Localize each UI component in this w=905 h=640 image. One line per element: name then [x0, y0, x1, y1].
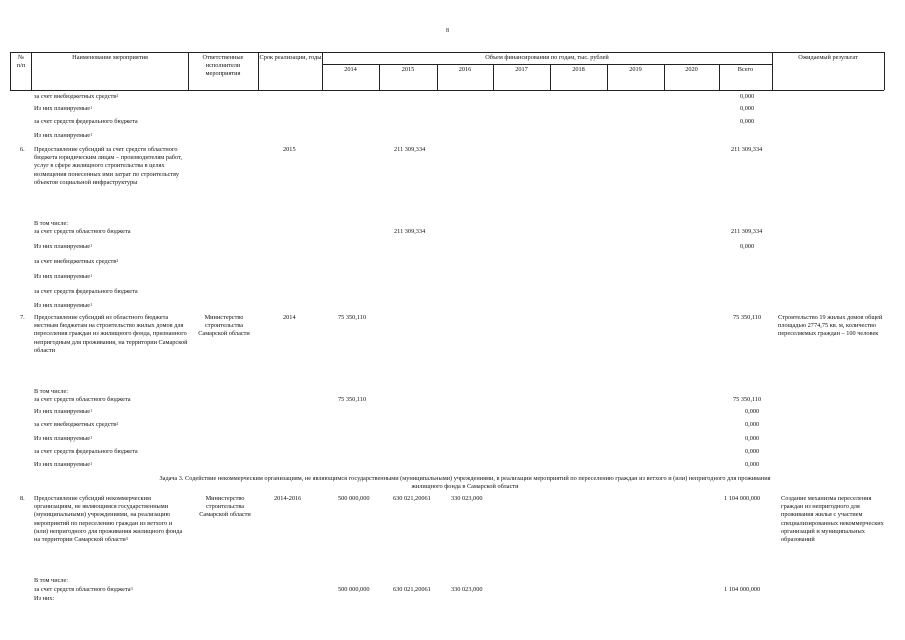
- header-year: 2014: [344, 66, 357, 73]
- row-label: Из них планируемые$^1$: [34, 408, 93, 415]
- header-bottom-border: [10, 90, 884, 91]
- header-subrule: [322, 64, 772, 65]
- item-executor: Министерство строительства Самарской области: [198, 314, 250, 338]
- item-number: 8.: [20, 495, 25, 502]
- row-label: Из них:: [34, 595, 55, 602]
- row-label: Из них планируемые$^1$: [34, 243, 93, 250]
- header-top-border: [10, 52, 884, 53]
- row-total: 0,000: [745, 421, 760, 428]
- row-label: Из них планируемые$^1$: [34, 273, 93, 280]
- row-label: Из них планируемые$^1$: [34, 461, 93, 468]
- header-year: 2017: [515, 66, 528, 73]
- row-total: 0,000: [745, 408, 760, 415]
- row-total: 0,000: [745, 461, 760, 468]
- row-label: Из них планируемые$^1$: [34, 302, 93, 309]
- row-value-2016: 330 023,000: [451, 586, 483, 593]
- item-total: 211 309,334: [731, 146, 763, 153]
- row-label: за счет средств федерального бюджета: [34, 288, 138, 295]
- header-executors: Ответственные исполнители мероприятия: [202, 54, 244, 78]
- header-year: 2019: [629, 66, 642, 73]
- row-total: 0,000: [740, 118, 755, 125]
- row-total: 211 309,334: [731, 228, 763, 235]
- header-funding: Объем финансирования по годам, тыс. рублей: [485, 54, 609, 61]
- row-total: 75 350,110: [733, 396, 762, 403]
- row-total: 0,000: [740, 93, 755, 100]
- row-total: 0,000: [740, 105, 755, 112]
- item-period: 2015: [283, 146, 296, 153]
- header-year: 2018: [572, 66, 585, 73]
- col-border: [188, 52, 189, 90]
- item-total: 75 350,110: [733, 314, 762, 321]
- header-name: Наименование мероприятия: [72, 54, 148, 61]
- page-number: 8: [446, 28, 449, 34]
- row-value-2015: 630 021,20061: [393, 586, 431, 593]
- row-label: за счет средств областного бюджета: [34, 396, 131, 403]
- item-value-2014: 500 000,000: [338, 495, 370, 502]
- item-value-2015: 630 021,20061: [393, 495, 431, 502]
- item-executor: Министерство строительства Самарской области: [199, 495, 251, 519]
- row-label: за счет средств областного бюджета$^3$: [34, 586, 133, 593]
- row-label: за счет средств федерального бюджета: [34, 118, 138, 125]
- item-total: 1 104 000,000: [724, 495, 761, 502]
- row-label: Из них планируемые$^1$: [34, 132, 93, 139]
- header-result: Ожидаемый результат: [798, 54, 858, 61]
- col-border: [884, 52, 885, 90]
- item-name: Предоставление субсидий за счет средств областного бюджета юридическим лицам – производителям работ, услуг в сфере жилищного строительства в целях возмещения понесенных ими затрат по строительству объектов социальной инфраструктуры: [34, 146, 182, 186]
- item-number: 7.: [20, 314, 25, 321]
- item-result: Создание механизма переселения граждан из непригодного для проживания жилья с участием специализированных некоммерческих организаций и муниципальных образований: [781, 495, 884, 544]
- item-value-2016: 330 023,000: [451, 495, 483, 502]
- task-heading: Задача 3. Содействие некоммерческим организациям, не являющимся государственными (муниципальными) учреждениями, в реализации мероприятий по переселению граждан из ветхого и (или) непригодного для проживания жилищного фонда в Самарской области: [159, 475, 771, 491]
- header-total: Всего: [737, 66, 754, 73]
- item-result: Строительство 19 жилых домов общей площадью 2774,75 кв. м, количество переселяемых граждан – 100 человек: [778, 314, 883, 338]
- item-name: Предоставление субсидий некоммерческим организациям, не являющимся государственными (муниципальными) учреждениями, на реализацию мероприятий по переселению граждан из ветхого и (или) непригодного для проживания жилищного фонда на территории Самарской области$^3$: [34, 495, 183, 544]
- row-value-2014: 75 350,110: [338, 396, 367, 403]
- header-year: 2015: [401, 66, 415, 73]
- row-label: за счет средств областного бюджета: [34, 228, 131, 235]
- row-total: 0,000: [745, 435, 760, 442]
- row-label: Из них планируемые$^1$: [34, 105, 93, 112]
- item-value-2015: 211 309,334: [394, 146, 426, 153]
- item-period: 2014-2016: [274, 495, 302, 502]
- row-label: за счет средств федерального бюджета: [34, 448, 138, 455]
- row-label: за счет внебюджетных средств$^2$: [34, 421, 119, 428]
- item-value-2014: 75 350,110: [338, 314, 367, 321]
- row-label: за счет внебюджетных средств$^2$: [34, 258, 119, 265]
- row-total: 0,000: [745, 448, 760, 455]
- item-name: Предоставление субсидий из областного бюджета местным бюджетам на строительство жилых домов для переселения граждан из жилищного фонда, признанного непригодным для проживания, на территории Самарской области: [34, 314, 188, 354]
- row-label: В том числе:: [34, 388, 69, 395]
- item-number: 6.: [20, 146, 25, 153]
- row-label: Из них планируемые$^1$: [34, 435, 93, 442]
- row-label: В том числе:: [34, 577, 69, 584]
- row-total: 1 104 000,000: [724, 586, 761, 593]
- header-year: 2020: [685, 66, 698, 73]
- row-label: за счет внебюджетных средств$^2$: [34, 93, 119, 100]
- item-period: 2014: [283, 314, 296, 321]
- header-num: № п/п: [16, 54, 26, 70]
- row-total: 0,000: [740, 243, 755, 250]
- row-value-2015: 211 309,334: [394, 228, 426, 235]
- row-label: В том числе:: [34, 220, 69, 227]
- row-value-2014: 500 000,000: [338, 586, 370, 593]
- header-period: Срок реализации, годы: [259, 54, 322, 61]
- header-year: 2016: [458, 66, 472, 73]
